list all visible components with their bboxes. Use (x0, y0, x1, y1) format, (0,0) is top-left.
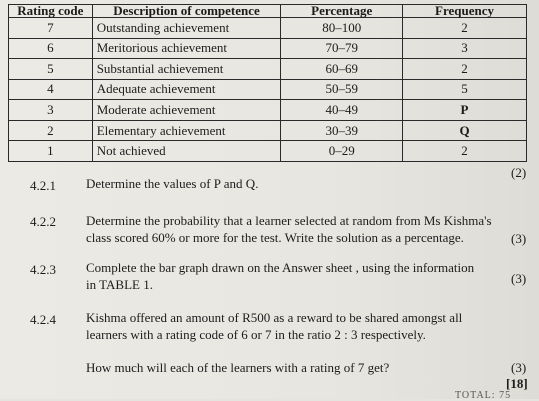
table-row (9, 79, 527, 100)
table-row (9, 120, 527, 141)
frequency-cell: 2 (403, 18, 527, 39)
header-frequency: Frequency (403, 5, 527, 18)
competence-table (8, 4, 527, 162)
question-4-2-3-line1: Complete the bar graph drawn on the Answer sheet , using the information (86, 260, 475, 275)
frequency-cell-q: Q (403, 120, 527, 141)
frequency-cell-p: P (403, 100, 527, 121)
question-4-2-1-text: Determine the values of P and Q. (86, 176, 259, 191)
table-row (9, 59, 527, 80)
percentage-cell: 70–79 (281, 38, 403, 59)
frequency-cell: 2 (403, 141, 527, 162)
question-4-2-4-line3: How much will each of the learners with a rating of 7 get? (86, 360, 390, 375)
rating-cell: 2 (9, 120, 93, 141)
percentage-cell: 30–39 (281, 120, 403, 141)
question-4-2-4-number: 4.2.4 (30, 312, 56, 327)
percentage-cell: 60–69 (281, 59, 403, 80)
question-4-2-2-line2: class scored 60% or more for the test. Write the solution as a percentage. (86, 230, 464, 245)
question-4-2-3-line2: in TABLE 1. (86, 277, 153, 292)
question-4-2-1-marks: (2) (511, 165, 527, 180)
frequency-cell: 2 (403, 59, 527, 80)
rating-cell: 3 (9, 100, 93, 121)
description-cell: Outstanding achievement (92, 18, 281, 39)
total-marks: [18] (506, 376, 528, 391)
header-percentage: Percentage (281, 5, 403, 18)
description-cell: Elementary achievement (92, 120, 281, 141)
table-row (9, 18, 527, 39)
description-cell: Moderate achievement (92, 100, 281, 121)
description-cell: Not achieved (92, 141, 281, 162)
rating-cell: 1 (9, 141, 93, 162)
rating-cell: 4 (9, 79, 93, 100)
question-4-2-2-marks: (3) (511, 231, 527, 246)
percentage-cell: 80–100 (281, 18, 403, 39)
percentage-cell: 40–49 (281, 100, 403, 121)
rating-cell: 5 (9, 59, 93, 80)
frequency-cell: 3 (403, 38, 527, 59)
percentage-cell: 50–59 (281, 79, 403, 100)
description-cell: Substantial achievement (92, 59, 281, 80)
question-4-2-4-line2: learners with a rating code of 6 or 7 in the ratio 2 : 3 respectively. (86, 327, 426, 342)
percentage-cell: 0–29 (281, 141, 403, 162)
question-4-2-4-line1: Kishma offered an amount of R500 as a reward to be shared amongst all (86, 310, 463, 325)
question-4-2-1-number: 4.2.1 (30, 178, 56, 193)
page-total-cut: TOTAL: 75 (455, 390, 512, 401)
table-row (9, 141, 527, 162)
header-description: Description of competence (92, 5, 281, 18)
rating-cell: 7 (9, 18, 93, 39)
description-cell: Adequate achievement (92, 79, 281, 100)
question-4-2-4-marks: (3) (511, 360, 527, 375)
table-row (9, 38, 527, 59)
header-rating-code: Rating code (9, 5, 93, 18)
question-4-2-3-marks: (3) (511, 271, 527, 286)
question-4-2-2-number: 4.2.2 (30, 214, 56, 229)
question-4-2-2-line1: Determine the probability that a learner selected at random from Ms Kishma's (86, 213, 492, 228)
description-cell: Meritorious achievement (92, 38, 281, 59)
rating-cell: 6 (9, 38, 93, 59)
table-row (9, 100, 527, 121)
question-4-2-3-number: 4.2.3 (30, 262, 56, 277)
table-header-row (9, 5, 527, 18)
frequency-cell: 5 (403, 79, 527, 100)
